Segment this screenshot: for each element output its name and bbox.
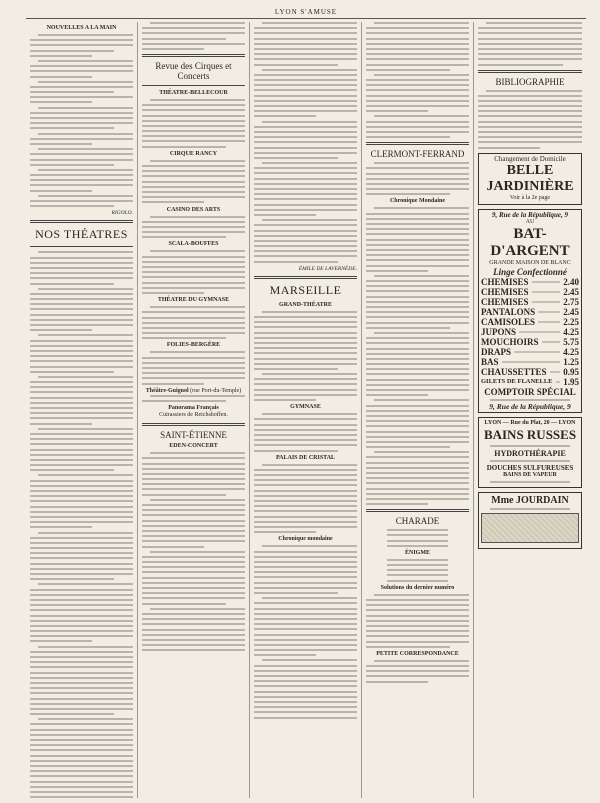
ad-au: AU [525,218,535,225]
price-value: 4.25 [563,346,579,357]
title-clermont-ferrand: CLERMONT-FERRAND [370,149,465,160]
heading-theatre-bellecour: THÉATRE-BELLECOUR [159,89,228,96]
price-item: CHAUSSETTES [481,366,547,377]
price-value: 2.40 [563,276,579,287]
price-value: 5.75 [563,336,579,347]
price-item: MOUCHOIRS [481,336,539,347]
column-1 [26,22,138,798]
heading-cirque-rancy: CIRQUE RANCY [169,150,218,157]
ad-belle-sub: Voir à la 2e page [509,194,551,201]
ad-comptoir: COMPTOIR SPÉCIAL [484,386,576,397]
title-charade: CHARADE [395,516,440,527]
ad-bat-sub: GRANDE MAISON DE BLANC [489,259,571,266]
price-row [481,327,579,337]
price-value: 2.25 [563,316,579,327]
title-revue-cirques: Revue des Cirques et Concerts [155,60,232,81]
price-value: 1.25 [563,356,579,367]
price-item: CHEMISES [481,296,529,307]
price-value: 4.25 [563,326,579,337]
ad-bains-title: BAINS RUSSES [483,426,577,442]
ad-belle-title: BELLE JARDINIÈRE [486,162,574,194]
price-row [481,377,579,387]
column-3 [250,22,362,798]
price-item: GILETS DE FLANELLE [481,378,553,386]
ad-address-1: 9, Rue de la République, 9 [491,210,569,219]
price-item: BAS [481,356,499,367]
title-bibliographie: BIBLIOGRAPHIE [495,76,565,87]
heading-solutions: Solutions du dernier numéro [380,584,455,591]
title-saint-etienne: SAINT-ÉTIENNE [160,430,227,441]
ad-jourdain [478,492,582,549]
heading-petite-correspondance: PETITE CORRESPONDANCE [376,650,459,657]
ad-lyon-line: LYON — Rue du Plat, 20 — LYON [484,419,576,426]
price-item: PANTALONS [481,306,536,317]
heading-scala-bouffes: SCALA-BOUFFES [168,241,219,248]
page-header: LYON S'AMUSE [26,8,586,19]
ad-address-2: 9, Rue de la République, 9 [489,401,571,411]
price-item: CAMISOLES [481,316,536,327]
signature-rigolo: RIGOLO. [111,210,133,217]
heading-theatre-gymnase: THÉATRE DU GYMNASE [157,297,230,304]
price-row [481,307,579,317]
heading-gymnase: GYMNASE [290,404,321,411]
ad-changement: Changement de Domicile [494,154,566,163]
price-value: 0.95 [563,366,579,377]
panorama-subtitle: Cuirassiers de Reichshoffen. [159,412,228,419]
price-value: 2.45 [563,306,579,317]
ad-douches: DOUCHES SULFUREUSES [486,463,574,472]
heading-panorama: Panorama Français [168,405,219,412]
price-item: JUPONS [481,326,517,337]
heading-theatre-guignol: Théâtre-Guignol (rue Port-du-Temple) [145,387,242,394]
column-5 [474,22,586,798]
price-row [481,297,579,307]
ad-bat-dargent [478,209,582,413]
price-value: 2.75 [563,296,579,307]
signature-lavernede: ÉMILE DE LAVERNÈDE. [298,265,357,272]
ad-jourdain-title: Mme JOURDAIN [491,494,569,506]
heading-chronique-mondaine-4: Chronique Mondaine [389,198,446,205]
heading-casino-des-arts: CASINO DES ARTS [166,206,221,213]
heading-eden-concert: EDEN-CONCERT [169,443,218,450]
heading-folies-bergere: FOLIES-BERGÈRE [166,342,221,349]
price-row [481,287,579,297]
price-list [481,277,579,387]
ad-bains-russes [478,417,582,488]
price-item: CHEMISES [481,286,529,297]
title-marseille: MARSEILLE [269,282,342,297]
heading-grand-theatre: GRAND-THÉATRE [279,301,332,308]
price-item: DRAPS [481,346,512,357]
section-title-nouvelles: NOUVELLES A LA MAIN [46,25,117,31]
price-row [481,367,579,377]
ad-illustration [481,513,579,543]
heading-palais-cristal: PALAIS DE CRISTAL [275,454,336,461]
price-value: 1.95 [563,376,579,387]
column-2 [138,22,250,798]
price-row [481,347,579,357]
title-nos-theatres: NOS THÉATRES [35,227,128,242]
column-4 [362,22,474,798]
ad-hydro: HYDROTHÉRAPIE [494,448,566,458]
price-row [481,337,579,347]
ad-linge: Linge Confectionné [493,266,567,277]
newspaper-page [26,8,586,798]
ad-bat-title: BAT-D'ARGENT [490,225,570,259]
ad-bains-vapeur: BAINS DE VAPEUR [503,471,557,478]
price-row [481,277,579,287]
price-row [481,357,579,367]
columns-container [26,22,586,798]
ad-belle-jardiniere [478,153,582,205]
price-row [481,317,579,327]
heading-enigme: ÉNIGME [404,549,430,556]
price-item: CHEMISES [481,276,529,287]
price-value: 2.45 [563,286,579,297]
heading-chronique-mondaine-3: Chronique mondaine [278,536,333,543]
